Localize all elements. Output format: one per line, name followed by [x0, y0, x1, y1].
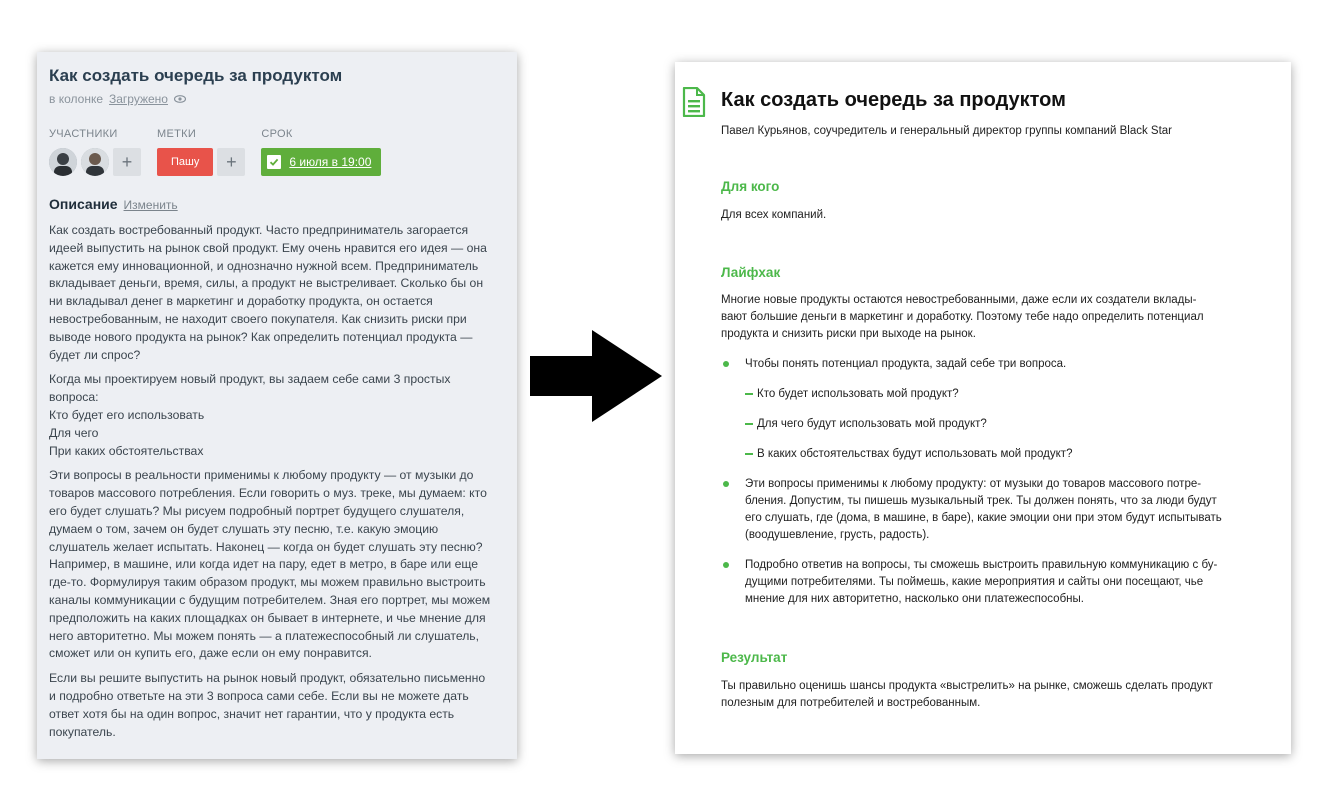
section-heading-result: Результат: [721, 650, 788, 665]
column-prefix: в колонке: [49, 92, 103, 106]
document-icon: [682, 87, 706, 117]
text-line: Ты правильно оценишь шансы продукта «выстрелить» на рынке, сможешь сделать продукт: [721, 680, 1213, 692]
text-line: дущими потребителями. Ты поймешь, какие мероприятия и сайты они посещают, чье: [745, 576, 1204, 588]
text-line: вкладывает деньги, время, силы, а продукт не выстреливает. Сколько бы он: [49, 276, 484, 291]
labels-section: [157, 128, 245, 176]
text-line: (воодушевление, грусть, радость).: [745, 529, 930, 541]
text-line: выводе нового продукта на рынок? Как определить потенциал продукта —: [49, 329, 473, 344]
question-text: В каких обстоятельствах будут использовать мой продукт?: [757, 448, 1073, 460]
text-line: При каких обстоятельствах: [49, 443, 204, 458]
text-line: идеей выпустить на рынок свой продукт. Ему очень нравится его идея — она: [49, 240, 487, 255]
text-line: Эти вопросы применимы к любому продукту: от музыки до товаров массового потре-: [745, 478, 1202, 490]
description-header: [49, 196, 505, 212]
lifehack-list: [721, 356, 1267, 608]
sub-list-item: [721, 416, 1267, 433]
participants-label: УЧАСТНИКИ: [49, 128, 118, 140]
question-text: Для чего будут использовать мой продукт?: [757, 418, 987, 430]
description-paragraph: [49, 222, 505, 364]
eye-icon[interactable]: [174, 93, 186, 105]
card-label[interactable]: Пашу: [157, 148, 213, 176]
checkbox-icon[interactable]: [267, 155, 281, 169]
sub-list-item: [721, 446, 1267, 463]
text-line: Например, в машине, или когда идет на пару, едет в метро, в баре или еще: [49, 557, 479, 572]
document-title: Как создать очередь за продуктом: [721, 89, 1066, 111]
list-item: [721, 476, 1267, 544]
dash-icon: [745, 393, 753, 395]
labels-label: МЕТКИ: [157, 128, 197, 140]
section-text-result: [721, 678, 1267, 712]
text-line: покупатель.: [49, 724, 116, 739]
text-line: Эти вопросы в реальности применимы к любому продукту — от музыки до: [49, 468, 474, 483]
sub-list-item: [721, 386, 1267, 403]
document-author: Павел Курьянов, соучредитель и генеральный директор группы компаний Black Star: [721, 125, 1173, 137]
text-line: него авторитетно. Мы можем понять — а платежеспособный ли слушатель,: [49, 628, 480, 643]
text-line: где-то. Формулируя таким образом продукт, мы можем правильно выстроить: [49, 575, 486, 590]
add-participant-button[interactable]: +: [113, 148, 141, 176]
text-line: продукта и снизить риски при выходе на рынок.: [721, 328, 976, 340]
text-line: думаем о том, зачем он будет слушать эту песню, т.е. какую эмоцию: [49, 521, 439, 536]
participants-section: [49, 128, 141, 176]
text-line: Как создать востребованный продукт. Часто предприниматель загорается: [49, 223, 469, 237]
text-line: кажется ему инновационной, и однозначно нужной всем. Предприниматель: [49, 258, 479, 273]
description-label: Описание: [49, 196, 118, 212]
section-heading-lifehack: Лайфхак: [721, 265, 781, 280]
text-line: Когда мы проектируем новый продукт, вы задаем себе сами 3 простых: [49, 372, 451, 387]
description-paragraph: [49, 670, 505, 741]
description-body: [49, 222, 505, 741]
text-line: сможет или он купить его, даже если он ему понравится.: [49, 646, 372, 661]
avatar[interactable]: [81, 148, 109, 176]
due-date-text: 6 июля в 19:00: [289, 155, 372, 169]
card-meta: [49, 128, 505, 176]
add-label-button[interactable]: +: [217, 148, 245, 176]
question-text: Кто будет использовать мой продукт?: [757, 388, 959, 400]
card-column-info: [49, 92, 505, 106]
trello-card: [37, 52, 517, 759]
text-line: Если вы решите выпустить на рынок новый продукт, обязательно письменно: [49, 671, 486, 686]
section-heading-audience: Для кого: [721, 179, 780, 194]
text-line: будет ли спрос?: [49, 347, 141, 362]
column-link[interactable]: Загружено: [109, 92, 168, 106]
text-line: каналы коммуникации с будущим потребителем. Зная его портрет, мы можем: [49, 592, 491, 607]
text-line: вопроса:: [49, 390, 99, 405]
text-line: ответ хотя бы на один вопрос, значит нет гарантии, что у продукта есть: [49, 706, 455, 721]
text-line: предположить на каких площадках он бывает в интернете, и чье мнение для: [49, 610, 486, 625]
text-line: Многие новые продукты остаются невостребованными, даже если их создатели вклады-: [721, 294, 1197, 306]
text-line: бления. Допустим, ты пишешь музыкальный трек. Ты должен понять, что за люди будут: [745, 495, 1217, 507]
text-line: Для чего: [49, 425, 99, 440]
description-paragraph: [49, 467, 505, 663]
text-line: его будет слушать? Мы рисуем подробный портрет будущего слушателя,: [49, 503, 465, 518]
text-line: слушатель желает испытать. Наконец — когда он будет слушать эту песню?: [49, 539, 483, 554]
text-line: невостребованным, не находит своего покупателя. Как снизить риски при: [49, 311, 467, 326]
text-line: Кто будет его использовать: [49, 407, 205, 422]
text-line: его слушать, где (дома, в машине, в баре), какие эмоции они при этом будут испытывать: [745, 512, 1222, 524]
due-section: [261, 128, 381, 176]
text-line: Подробно ответив на вопросы, ты сможешь выстроить правильную коммуникацию с бу-: [745, 559, 1218, 571]
card-title: Как создать очередь за продуктом: [49, 66, 343, 85]
list-item: Чтобы понять потенциал продукта, задай себе три вопроса.: [721, 356, 1267, 373]
due-date-button[interactable]: [261, 148, 381, 176]
avatar[interactable]: [49, 148, 77, 176]
due-label: СРОК: [261, 128, 293, 140]
dash-icon: [745, 423, 753, 425]
dash-icon: [745, 453, 753, 455]
text-line: товаров массового потребления. Если говорить о муз. треке, мы думаем: кто: [49, 486, 487, 501]
edit-description-link[interactable]: Изменить: [123, 198, 178, 212]
list-item: [721, 557, 1267, 608]
text-line: и подробно ответьте на эти 3 вопроса сами себе. Если вы не можете дать: [49, 688, 469, 703]
section-text-lifehack: [721, 292, 1267, 343]
section-text-audience: Для всех компаний.: [721, 209, 827, 221]
document-card: [675, 62, 1291, 754]
text-line: мнение для них авторитетно, насколько они платежеспособны.: [745, 593, 1084, 605]
text-line: полезным для потребителей и востребованным.: [721, 697, 981, 709]
text-line: вают большие деньги в маркетинг и доработку. Поэтому тебе надо определить потенциал: [721, 311, 1204, 323]
arrow-right-icon: [530, 330, 662, 422]
text-line: ни вкладывал денег в маркетинг и доработку продукта, он остается: [49, 294, 433, 309]
description-paragraph: [49, 371, 505, 460]
